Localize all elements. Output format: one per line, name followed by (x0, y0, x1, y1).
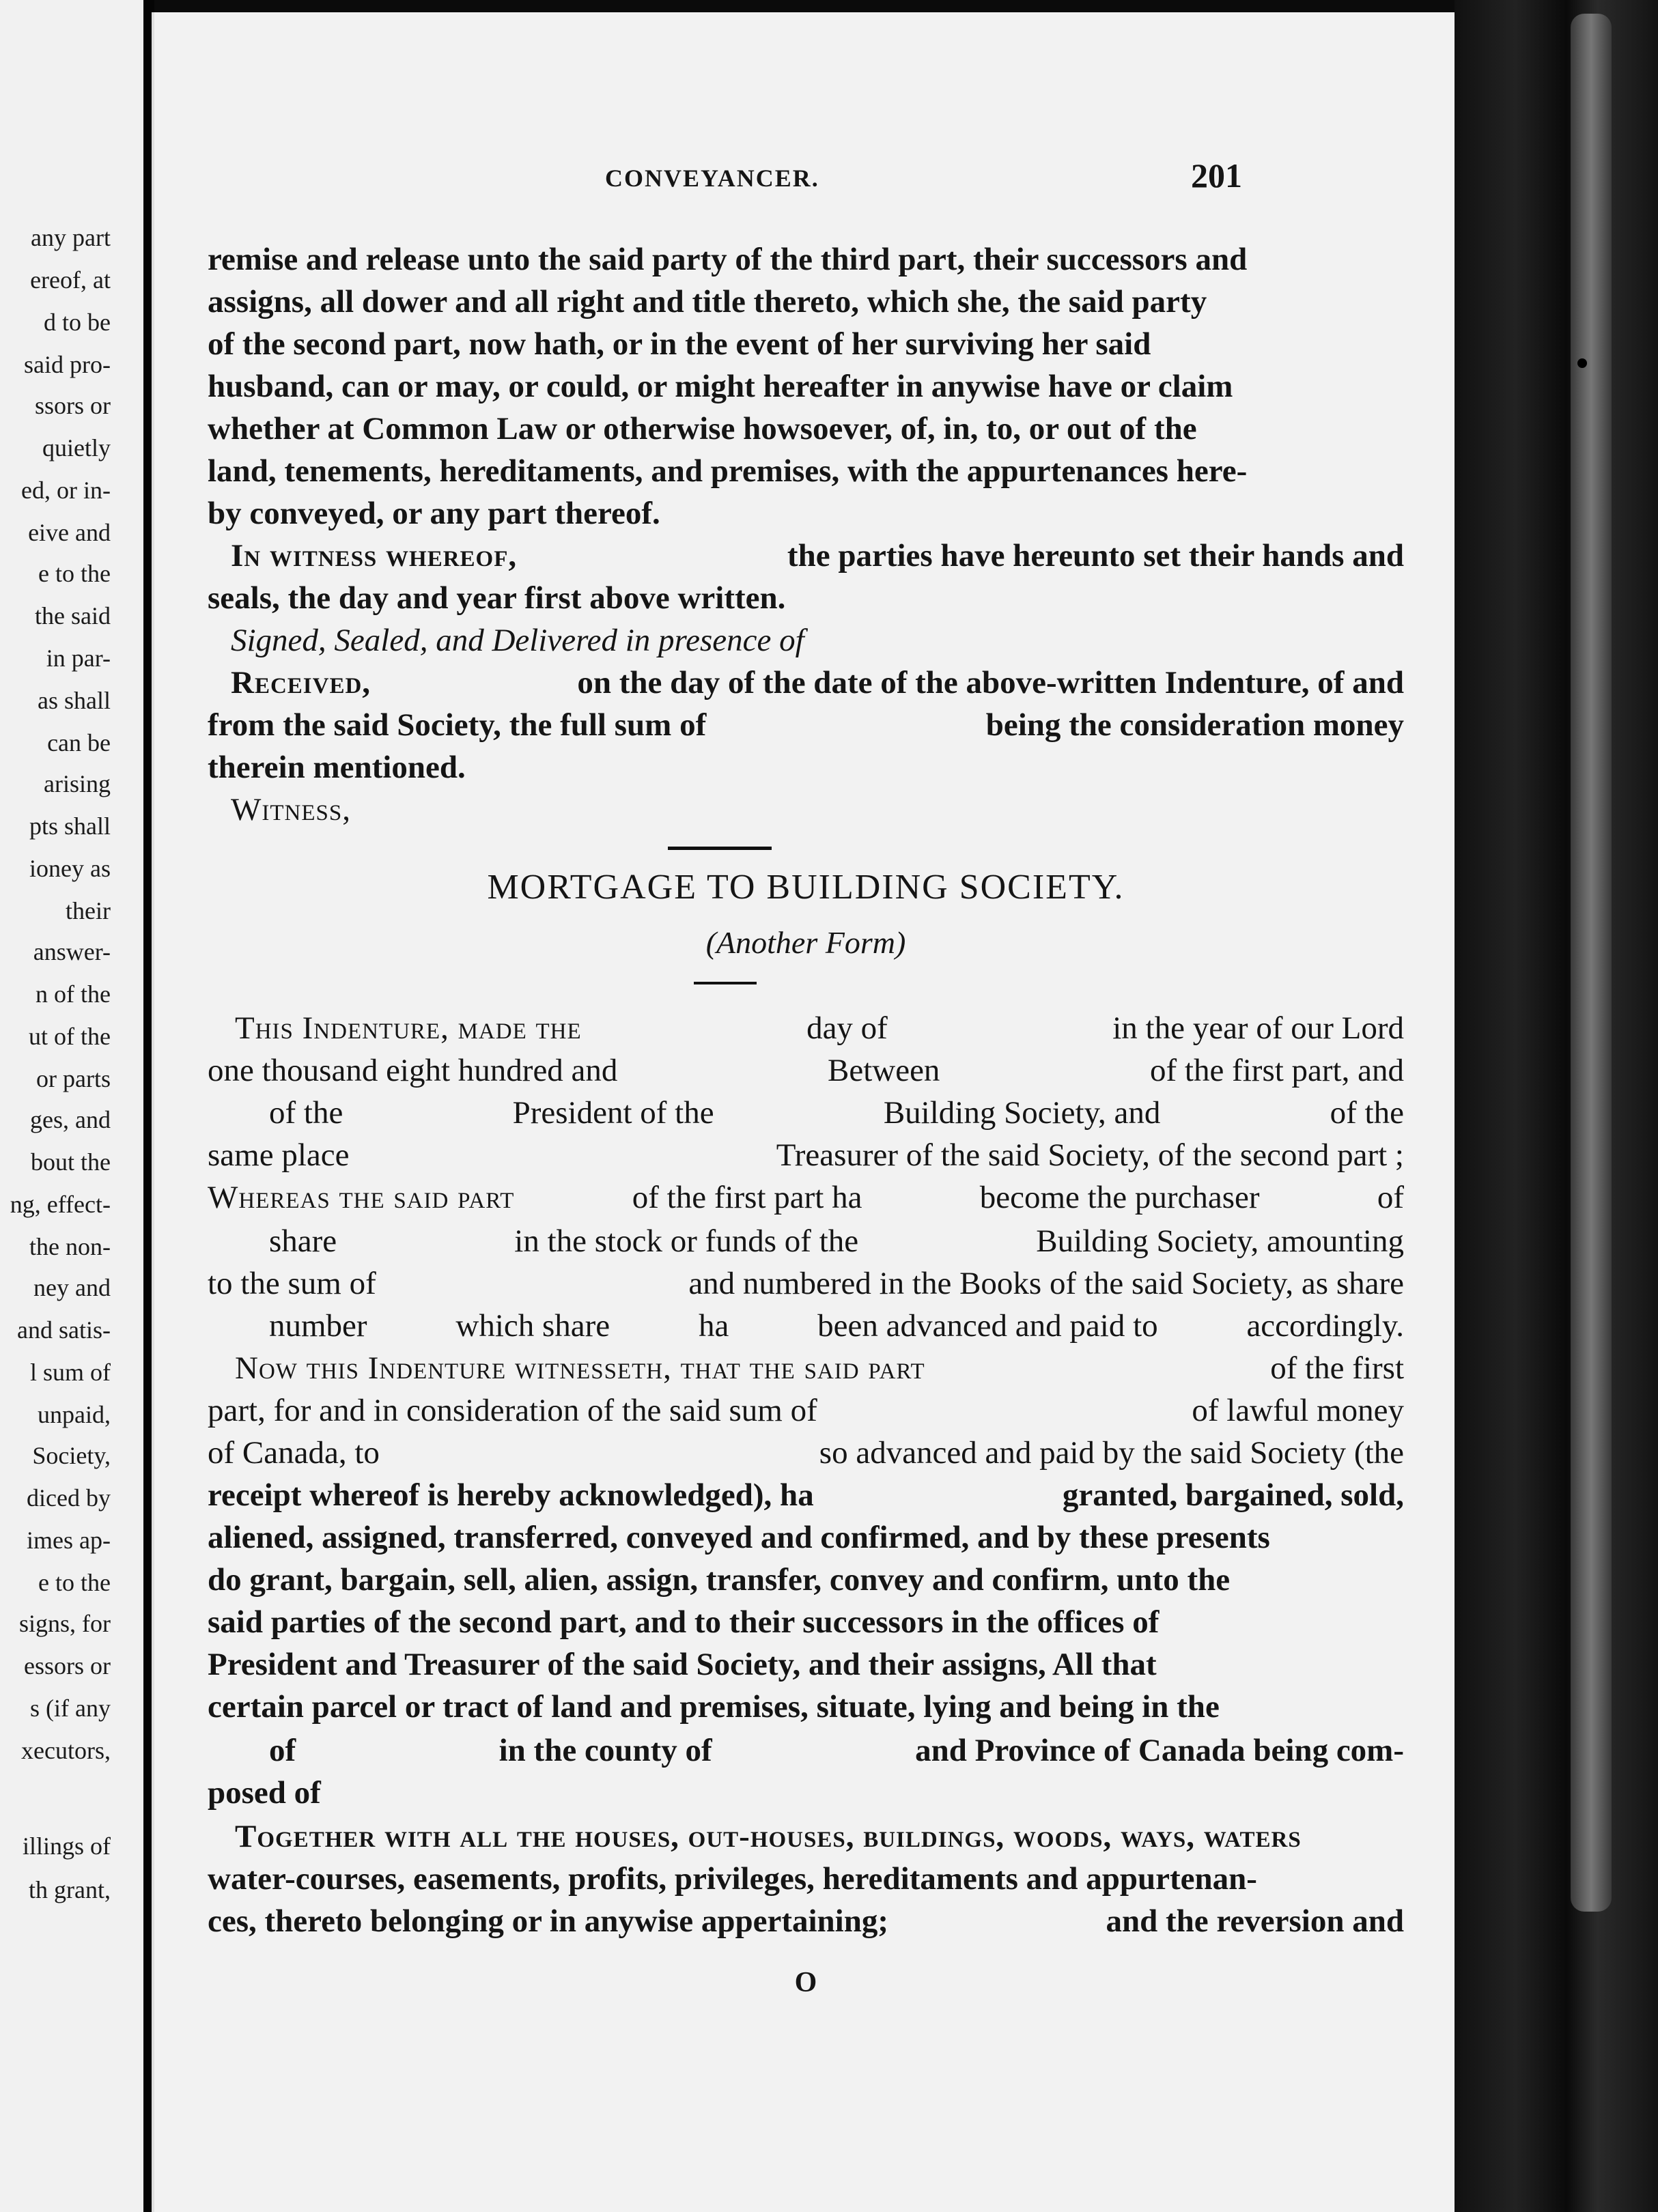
witness-clause-line (231, 534, 1404, 578)
text-run: accordingly. (1246, 1308, 1404, 1344)
mortgage-line (208, 1431, 1404, 1475)
text-run: ces, thereto belonging or in anywise appertaining; (208, 1903, 889, 1939)
text-run: said parties of the second part, and to their successors in the offices of (208, 1604, 1160, 1640)
text-run: which share (455, 1308, 610, 1344)
facing-page-line: Society, (32, 1442, 111, 1469)
receipt-line (231, 661, 1404, 705)
facing-page-line: can be (47, 729, 111, 756)
text-run: of the first (1270, 1350, 1404, 1386)
text-run: of (269, 1733, 296, 1768)
text-run: been advanced and paid to (817, 1308, 1158, 1344)
receipt-lead: Received, (231, 665, 371, 700)
mortgage-line (235, 1815, 1404, 1858)
text-run: water-courses, easements, profits, privileges, hereditaments and appurtenan- (208, 1861, 1257, 1897)
mortgage-line (208, 1600, 1404, 1644)
text-line (208, 492, 1404, 535)
text-run: one thousand eight hundred and (208, 1053, 618, 1088)
facing-page-line: ney and (33, 1274, 111, 1301)
text-run: become the purchaser (979, 1180, 1260, 1215)
text-run: of Canada, to (208, 1435, 380, 1471)
page-number: 201 (1191, 156, 1242, 195)
facing-page-line: th grant, (29, 1876, 111, 1903)
facing-page-line: arising (44, 770, 111, 797)
mortgage-line (208, 1771, 1404, 1815)
mortgage-line (269, 1219, 1404, 1263)
facing-page-line: quietly (42, 434, 111, 462)
text-run: of the first part, and (1150, 1053, 1404, 1088)
witness-clause-text: the parties have hereunto set their hands and (787, 538, 1404, 573)
running-head: CONVEYANCER. (605, 165, 819, 192)
text-run: seals, the day and year first above written. (208, 580, 786, 616)
text-run: being the consideration money (985, 707, 1404, 743)
facing-page-line: pts shall (29, 812, 111, 840)
facing-page-line: the non- (29, 1233, 111, 1260)
mortgage-line (208, 1558, 1404, 1602)
facing-page-line: illings of (22, 1832, 111, 1860)
mortgage-line (208, 1262, 1404, 1305)
text-run: whether at Common Law or otherwise howsoever, of, in, to, or out of the (208, 411, 1197, 446)
facing-page-line: bout the (31, 1148, 111, 1176)
facing-page-line: ereof, at (30, 266, 111, 294)
facing-page-line: essors or (24, 1652, 111, 1679)
facing-page-line: xecutors, (21, 1737, 111, 1764)
text-run: of (1377, 1180, 1404, 1215)
text-run: Treasurer of the said Society, of the second part ; (776, 1137, 1404, 1173)
text-line (208, 322, 1404, 366)
text-run: of lawful money (1192, 1393, 1404, 1428)
text-run: and the reversion and (1106, 1903, 1404, 1939)
facing-page-line: l sum of (29, 1359, 111, 1386)
text-run: granted, bargained, sold, (1062, 1477, 1404, 1513)
text-run: posed of (208, 1775, 321, 1811)
signature-mark: O (794, 1967, 817, 1998)
text-run: aliened, assigned, transferred, conveyed and confirmed, and by these presents (208, 1520, 1270, 1555)
text-run: This Indenture, made the (235, 1010, 582, 1046)
facing-page-line: any part (31, 224, 111, 251)
text-run: part, for and in consideration of the said sum of (208, 1393, 817, 1428)
edge-mark (1577, 358, 1587, 368)
text-run: remise and release unto the said party of the third part, their successors and (208, 242, 1248, 277)
facing-page-line: n of the (36, 980, 111, 1008)
facing-page-line: imes ap- (27, 1527, 111, 1554)
facing-page-line: unpaid, (38, 1401, 111, 1428)
receipt-text: on the day of the date of the above-written Indenture, of and (577, 665, 1404, 700)
facing-page-line: ng, effect- (10, 1191, 111, 1218)
text-run: Now this Indenture witnesseth, that the said part (235, 1350, 925, 1386)
mortgage-line (208, 1643, 1404, 1686)
facing-page-line: s (if any (30, 1695, 111, 1722)
text-run: of the second part, now hath, or in the event of her surviving her said (208, 326, 1151, 362)
mortgage-line (208, 1049, 1404, 1092)
receipt-line (208, 703, 1404, 747)
text-run: Whereas the said part (208, 1180, 515, 1215)
receipt-line (208, 746, 1404, 789)
mortgage-line (208, 1516, 1404, 1559)
facing-page-line: in par- (46, 644, 111, 672)
facing-page-fragment (0, 0, 143, 2212)
text-run: and Province of Canada being com- (915, 1733, 1404, 1768)
text-line (208, 365, 1404, 408)
text-line (208, 407, 1404, 451)
text-run: President and Treasurer of the said Society, and their assigns, All that (208, 1647, 1157, 1682)
text-run: number (269, 1308, 367, 1344)
book-edge (1455, 0, 1658, 2212)
signed-line (231, 619, 1404, 662)
title-rule-top (668, 847, 772, 850)
facing-page-line: ut of the (29, 1023, 111, 1050)
mortgage-line (208, 1133, 1404, 1177)
mortgage-line (235, 1006, 1404, 1050)
facing-page-line: ed, or in- (21, 477, 111, 504)
text-run: to the sum of (208, 1266, 376, 1301)
facing-page-line: e to the (38, 1569, 111, 1596)
text-run: in the stock or funds of the (514, 1223, 859, 1259)
text-run: ha (698, 1308, 729, 1344)
text-run: same place (208, 1137, 350, 1173)
text-run: in the year of our Lord (1112, 1010, 1404, 1046)
text-run: Between (828, 1053, 940, 1088)
witness-clause-lead: In witness whereof, (231, 538, 518, 573)
facing-page-line: answer- (33, 938, 111, 965)
text-run: therein mentioned. (208, 750, 466, 785)
text-run: Witness, (231, 792, 351, 827)
mortgage-line (208, 1389, 1404, 1432)
text-run: Together with all the houses, out-houses, buildings, woods, ways, waters (235, 1819, 1302, 1854)
facing-page-line: ioney as (29, 855, 111, 882)
text-run: land, tenements, hereditaments, and premises, with the appurtenances here- (208, 453, 1248, 489)
text-line (208, 449, 1404, 493)
text-run: Signed, Sealed, and Delivered in presence of (231, 623, 804, 658)
facing-page-line: their (66, 897, 111, 924)
text-run: assigns, all dower and all right and title thereto, which she, the said party (208, 284, 1207, 320)
text-run: from the said Society, the full sum of (208, 707, 707, 743)
facing-page-line: diced by (27, 1484, 111, 1512)
text-run: Building Society, amounting (1036, 1223, 1404, 1259)
title-rule-bottom (694, 982, 757, 984)
mortgage-line (269, 1729, 1404, 1772)
mortgage-line (208, 1857, 1404, 1901)
text-run: share (269, 1223, 337, 1259)
text-run: of the first part ha (632, 1180, 862, 1215)
facing-page-line: d to be (44, 309, 111, 336)
facing-page-line: e to the (38, 560, 111, 587)
page-stack-strip (1571, 14, 1612, 1912)
facing-page-line: or parts (36, 1065, 111, 1092)
facing-page-line: said pro- (24, 351, 111, 378)
text-run: in the county of (498, 1733, 712, 1768)
text-run: and numbered in the Books of the said Society, as share (688, 1266, 1404, 1301)
text-run: husband, can or may, or could, or might hereafter in anywise have or claim (208, 369, 1233, 404)
text-run: certain parcel or tract of land and premises, situate, lying and being in the (208, 1689, 1220, 1725)
text-run: receipt whereof is hereby acknowledged), ha (208, 1477, 814, 1513)
facing-page-line: as shall (38, 687, 111, 714)
section-subtitle: (Another Form) (705, 925, 906, 960)
text-line (208, 280, 1404, 324)
facing-page-line: signs, for (19, 1610, 111, 1637)
text-run: Building Society, and (883, 1095, 1161, 1131)
text-run: by conveyed, or any part thereof. (208, 496, 660, 531)
mortgage-line (208, 1176, 1404, 1219)
text-run: do grant, bargain, sell, alien, assign, transfer, convey and confirm, unto the (208, 1562, 1231, 1598)
mortgage-line (208, 1473, 1404, 1517)
mortgage-line (208, 1899, 1404, 1943)
facing-page-line: the said (35, 602, 111, 629)
witness-label (231, 788, 1404, 832)
mortgage-line (235, 1346, 1404, 1390)
text-run: so advanced and paid by the said Society (the (819, 1435, 1404, 1471)
mortgage-line (269, 1091, 1404, 1135)
facing-page-line: ges, and (30, 1106, 111, 1133)
facing-page-line: and satis- (17, 1316, 111, 1344)
text-run: President of the (512, 1095, 714, 1131)
text-run: of the (269, 1095, 343, 1131)
mortgage-line (269, 1304, 1404, 1348)
facing-page-line: ssors or (34, 392, 111, 419)
text-run: of the (1330, 1095, 1404, 1131)
text-run: day of (806, 1010, 888, 1046)
facing-page-line: eive and (28, 519, 111, 546)
section-title: MORTGAGE TO BUILDING SOCIETY. (487, 868, 1125, 907)
text-line (208, 238, 1404, 281)
book-page (152, 12, 1457, 2212)
mortgage-line (208, 1685, 1404, 1729)
witness-clause-line (208, 576, 1404, 620)
